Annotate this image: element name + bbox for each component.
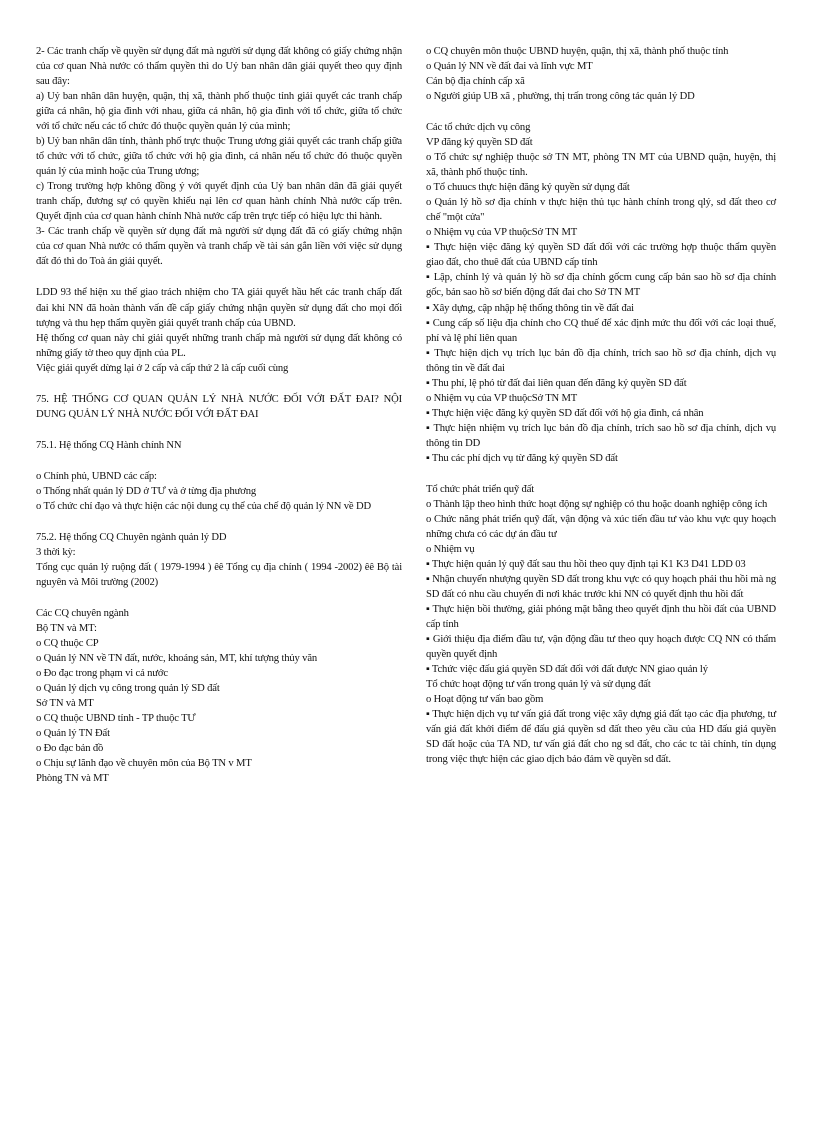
right-paragraph: o Quản lý NN về đất đai và lĩnh vực MT: [426, 61, 593, 73]
right-paragraph: Cán bộ địa chính cấp xã: [426, 76, 525, 88]
right-paragraph: o Nhiệm vụ: [426, 543, 475, 555]
right-paragraph: o Chức năng phát triển quỹ đất, vận động và xúc tiến đầu tư vào khu vực quy hoạch những chưa có các dự án đầu tư: [426, 513, 776, 540]
paragraph-gap: [36, 376, 402, 392]
left-paragraph: o CQ thuộc CP: [36, 638, 99, 650]
paragraph-gap: [426, 104, 776, 120]
right-paragraph: o Tổ chuucs thực hiện đăng ký quyền sử dụng đất: [426, 182, 630, 194]
left-paragraph: o Đo đạc trong phạm vi cả nước: [36, 668, 168, 680]
left-column: [36, 44, 402, 786]
left-paragraph: Sở TN và MT: [36, 698, 94, 710]
right-paragraph: o CQ chuyên môn thuộc UBND huyện, quận, thị xã, thành phố thuộc tỉnh: [426, 46, 729, 57]
right-paragraph: ▪ Thực hiện việc đăng ký quyền SD đất đối với các trường hợp thuộc thẩm quyền giao đất, cho thuê đất của UBND cấp tỉnh: [426, 242, 776, 269]
left-paragraph: o Quản lý NN về TN đất, nước, khoáng sản, MT, khí tượng thủy văn: [36, 653, 318, 665]
left-paragraph: o Quản lý dịch vụ công trong quản lý SD đất: [36, 683, 220, 695]
paragraph-gap: [36, 269, 402, 285]
left-paragraph: Các CQ chuyên ngành: [36, 607, 129, 619]
left-paragraph: 75.1. Hệ thống CQ Hành chính NN: [36, 439, 182, 451]
left-paragraph: Hệ thống cơ quan này chỉ giải quyết những tranh chấp mà người sử dụng đất không có những giấy tờ theo quy định của PL.: [36, 332, 402, 359]
right-paragraph: o Tổ chức sự nghiệp thuộc sở TN MT, phòng TN MT của UBND quận, huyện, thị xã, thành phố thuộc tỉnh.: [426, 152, 776, 179]
right-paragraph: ▪ Thực hiện bồi thường, giải phóng mặt bằng theo quyết định thu hồi đất của UBND cấp tỉnh: [426, 604, 776, 631]
right-paragraph: Tổ chức phát triển quỹ đất: [426, 483, 535, 495]
left-paragraph: o Quản lý TN Đất: [36, 728, 110, 740]
left-paragraph: 2- Các tranh chấp về quyền sử dụng đất mà người sử dụng đất không có giấy chứng nhận của cơ quan Nhà nước có thẩm quyền thì do Uỷ ban nhân dân giải quyết theo quy định sau đây:: [36, 46, 402, 88]
right-paragraph: Các tổ chức dịch vụ công: [426, 122, 531, 134]
left-paragraph: Việc giải quyết dừng lại ở 2 cấp và cấp thứ 2 là cấp cuối cùng: [36, 362, 289, 374]
paragraph-gap: [36, 590, 402, 606]
right-paragraph: ▪ Giới thiệu địa điểm đầu tư, vận động đầu tư theo quy hoạch được CQ NN có thẩm quyền quyết định: [426, 634, 776, 661]
paragraph-gap: [36, 422, 402, 438]
right-paragraph: ▪ Thực hiện việc đăng ký quyền SD đất đối với hộ gia đình, cá nhân: [426, 407, 704, 419]
right-paragraph: o Thành lập theo hình thức hoạt động sự nghiệp có thu hoặc doanh nghiệp công ích: [426, 498, 768, 510]
right-paragraph: ▪ Thu phí, lệ phó từ đất đai liên quan đến đăng ký quyền SD đất: [426, 377, 687, 389]
left-paragraph: Phòng TN và MT: [36, 773, 109, 785]
right-paragraph: ▪ Xây dựng, cập nhập hệ thống thông tin về đất đai: [426, 302, 634, 314]
left-paragraph: b) Uỷ ban nhân dân tỉnh, thành phố trực thuộc Trung ương giải quyết các tranh chấp giữa tổ chức với tổ chức, giữa tổ chức với hộ gia đình, cá nhân nếu tổ chức đó thuộc quyền quản lý của mình hoặc của Trung ương;: [36, 136, 402, 178]
right-paragraph: ▪ Thực hiện quản lý quỹ đất sau thu hồi theo quy định tại K1 K3 D41 LDD 03: [426, 559, 746, 570]
right-paragraph: Tổ chức hoạt động tư vấn trong quản lý và sử dụng đất: [426, 679, 651, 691]
right-paragraph: ▪ Tchức việc đấu giá quyền SD đất đối với đất được NN giao quản lý: [426, 664, 708, 676]
right-paragraph: ▪ Thực hiện nhiệm vụ trích lục bản đồ địa chính, trích sao hồ sơ địa chính, dịch vụ thông tin DD: [426, 422, 776, 449]
right-paragraph: o Nhiệm vụ của VP thuộcSở TN MT: [426, 392, 578, 404]
left-paragraph: 75. HỆ THỐNG CƠ QUAN QUẢN LÝ NHÀ NƯỚC ĐỐI VỚI ĐẤT ĐAI? NỘI DUNG QUẢN LÝ NHÀ NƯỚC ĐỐI VỚI ĐẤT ĐAI: [36, 393, 402, 420]
right-paragraph: ▪ Cung cấp số liệu địa chính cho CQ thuế để xác định mức thu đối với các loại thuế, phí và lệ phí liên quan: [426, 317, 776, 344]
left-paragraph: o Đo đạc bản đồ: [36, 743, 104, 755]
paragraph-gap: [36, 453, 402, 469]
right-paragraph: ▪ Thực hiện dịch vụ tư vấn giá đất trong việc xây dựng giá đất tạo các địa phương, tư vấn giá đất khởi điểm để đấu giá quyền sd đất theo yêu cầu của HD đấu giá quyền SD đất hoặc của TA ND, tư vấn giá đất cho ng sd đất, cho các tc tài chính, tín dụng trong việc thực hiện các giao dịch bảo đảm về quyền sd đất.: [426, 709, 776, 766]
right-paragraph: ▪ Lập, chỉnh lý và quản lý hồ sơ địa chính gốcm cung cấp bản sao hồ sơ địa chính gốc, bản sao hồ sơ biến động đất đai cho Sở TN MT: [426, 272, 776, 299]
left-paragraph: a) Uỷ ban nhân dân huyện, quận, thị xã, thành phố thuộc tỉnh giải quyết các tranh chấp giữa cá nhân, hộ gia đình với nhau, giữa cá nhân, hộ gia đình với tổ chức, giữa tổ chức với tổ chức nếu các tổ chức đó thuộc quyền quản lý của mình;: [36, 91, 402, 133]
right-column: [426, 44, 776, 767]
left-paragraph: 75.2. Hệ thống CQ Chuyên ngành quản lý DD: [36, 531, 227, 543]
left-paragraph: o CQ thuộc UBND tỉnh - TP thuộc TƯ: [36, 713, 196, 725]
left-paragraph: o Chính phủ, UBND các cấp:: [36, 470, 157, 482]
left-paragraph: 3 thời kỳ:: [36, 546, 76, 558]
paragraph-gap: [36, 514, 402, 530]
right-paragraph: o Nhiệm vụ của VP thuộcSở TN MT: [426, 227, 578, 239]
left-paragraph: o Tổ chức chỉ đạo và thực hiện các nội dung cụ thể của chế độ quản lý NN về DD: [36, 500, 371, 512]
right-paragraph: o Hoạt động tư vấn bao gồm: [426, 694, 544, 706]
right-paragraph: VP đăng ký quyền SD đất: [426, 137, 533, 149]
paragraph-gap: [426, 466, 776, 482]
left-paragraph: 3- Các tranh chấp về quyền sử dụng đất mà người sử dụng đất đã có giấy chứng nhận của cơ quan Nhà nước có thẩm quyền và tranh chấp về tài sản gắn liền với việc sử dụng đất đó thì do Toà án giải quyết.: [36, 226, 402, 268]
right-paragraph: ▪ Thực hiện dịch vụ trích lục bản đồ địa chính, trích sao hồ sơ địa chính, dịch vụ thông tin về đất đai: [426, 347, 776, 374]
right-paragraph: o Người giúp UB xã , phường, thị trấn trong công tác quản lý DD: [426, 91, 695, 103]
right-paragraph: ▪ Nhận chuyển nhượng quyền SD đất trong khu vực có quy hoạch phải thu hồi mà ng SD đất có nhu cầu chuyển đi nơi khác trước khi NN có quyết định thu hồi đất: [426, 574, 776, 601]
left-paragraph: LDD 93 thể hiện xu thế giao trách nhiệm cho TA giải quyết hầu hết các tranh chấp đất đai khi NN đã hoàn thành vấn đề cấp giấy chứng nhận quyền sử dụng đất cho mọi đối tượng và thu hẹp thẩm quyền giải quyết tranh chấp của UBND.: [36, 287, 402, 329]
right-paragraph: o Quản lý hồ sơ địa chính v thực hiện thủ tục hành chính trong qlý, sd đất theo cơ chế "một cửa": [426, 197, 776, 224]
left-paragraph: o Thống nhất quản lý DD ở TƯ và ở từng địa phương: [36, 485, 257, 497]
left-paragraph: c) Trong trường hợp không đồng ý với quyết định của Uỷ ban nhân dân đã giải quyết tranh chấp, đương sự có quyền khiếu nại lên cơ quan hành chính Nhà nước cấp trên. Quyết định của cơ quan hành chính Nhà nước cấp trên trực tiếp có hiệu lực thi hành.: [36, 181, 402, 223]
right-paragraph: ▪ Thu các phí dịch vụ từ đăng ký quyền SD đất: [426, 452, 618, 464]
left-paragraph: Tổng cục quản lý ruộng đất ( 1979-1994 ) êê Tổng cụ địa chính ( 1994 -2002) êê Bộ tài nguyên và Môi trường (2002): [36, 561, 402, 588]
left-paragraph: Bộ TN và MT:: [36, 623, 97, 634]
left-paragraph: o Chịu sự lãnh đạo về chuyên môn của Bộ TN v MT: [36, 758, 252, 770]
